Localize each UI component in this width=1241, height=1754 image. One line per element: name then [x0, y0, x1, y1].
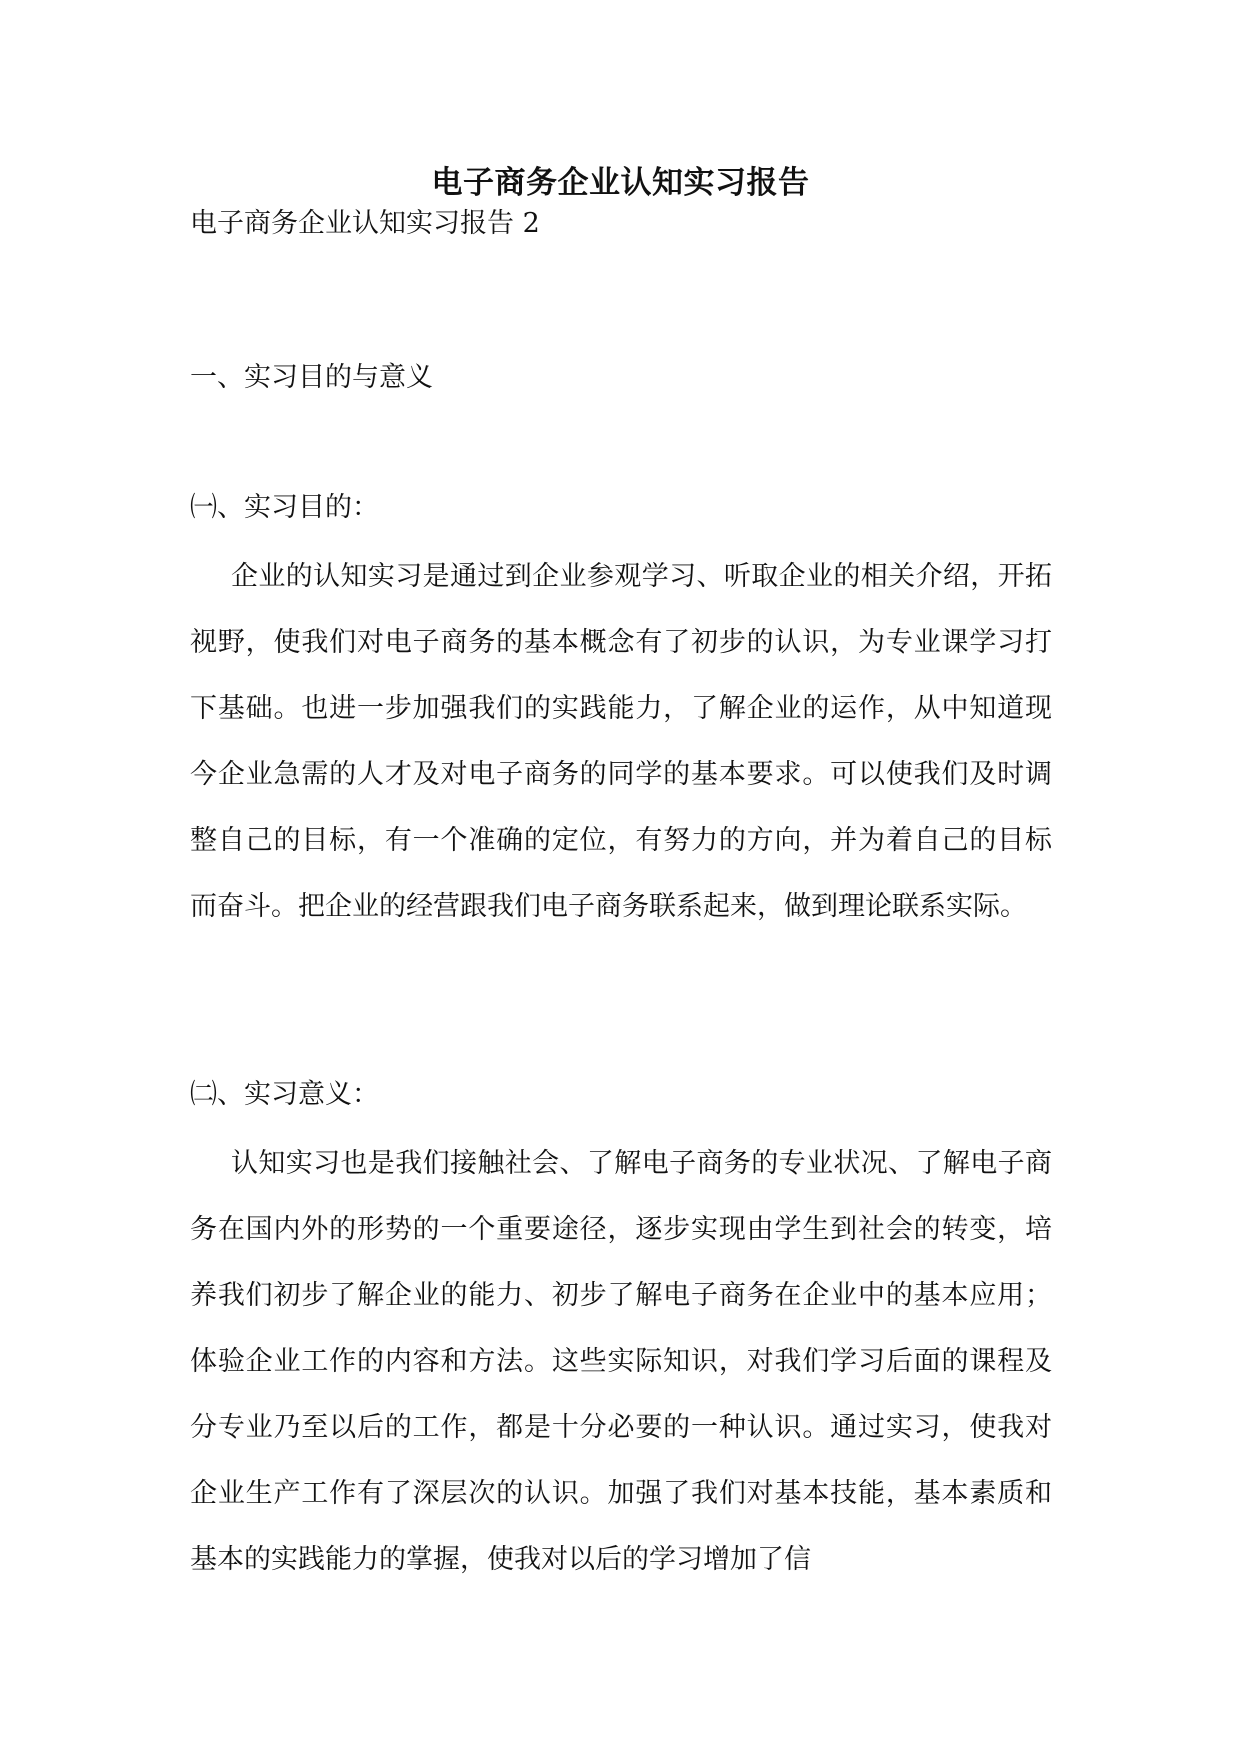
document-title: 电子商务企业认知实习报告 — [431, 165, 810, 201]
paragraph-significance: 认知实习也是我们接触社会、了解电子商务的专业状况、了解电子商务在国内外的形势的一个重要途径，逐步实现由学生到社会的转变，培养我们初步了解企业的能力、初步了解电子商务在企业中的基本应用；体验企业工作的内容和方法。这些实际知识，对我们学习后面的课程及分专业乃至以后的工作，都是十分必要的一种认识。通过实习，使我对企业生产工作有了深层次的认识。加强了我们对基本技能，基本素质和基本的实践能力的掌握，使我对以后的学习增加了信 — [190, 1148, 1052, 1575]
subsection-heading-significance: ㈡、实习意义： — [190, 1079, 379, 1110]
paragraph-purpose: 企业的认知实习是通过到企业参观学习、听取企业的相关介绍，开拓视野，使我们对电子商务的基本概念有了初步的认识，为专业课学习打下基础。也进一步加强我们的实践能力，了解企业的运作，从中知道现今企业急需的人才及对电子商务的同学的基本要求。可以使我们及时调整自己的目标，有一个准确的定位，有努力的方向，并为着自己的目标而奋斗。把企业的经营跟我们电子商务联系起来，做到理论联系实际。 — [190, 561, 1052, 922]
document-subtitle: 电子商务企业认知实习报告 2 — [190, 208, 540, 239]
section-heading-purpose-and-significance: 一、实习目的与意义 — [190, 362, 433, 393]
subsection-heading-purpose: ㈠、实习目的： — [190, 492, 379, 523]
